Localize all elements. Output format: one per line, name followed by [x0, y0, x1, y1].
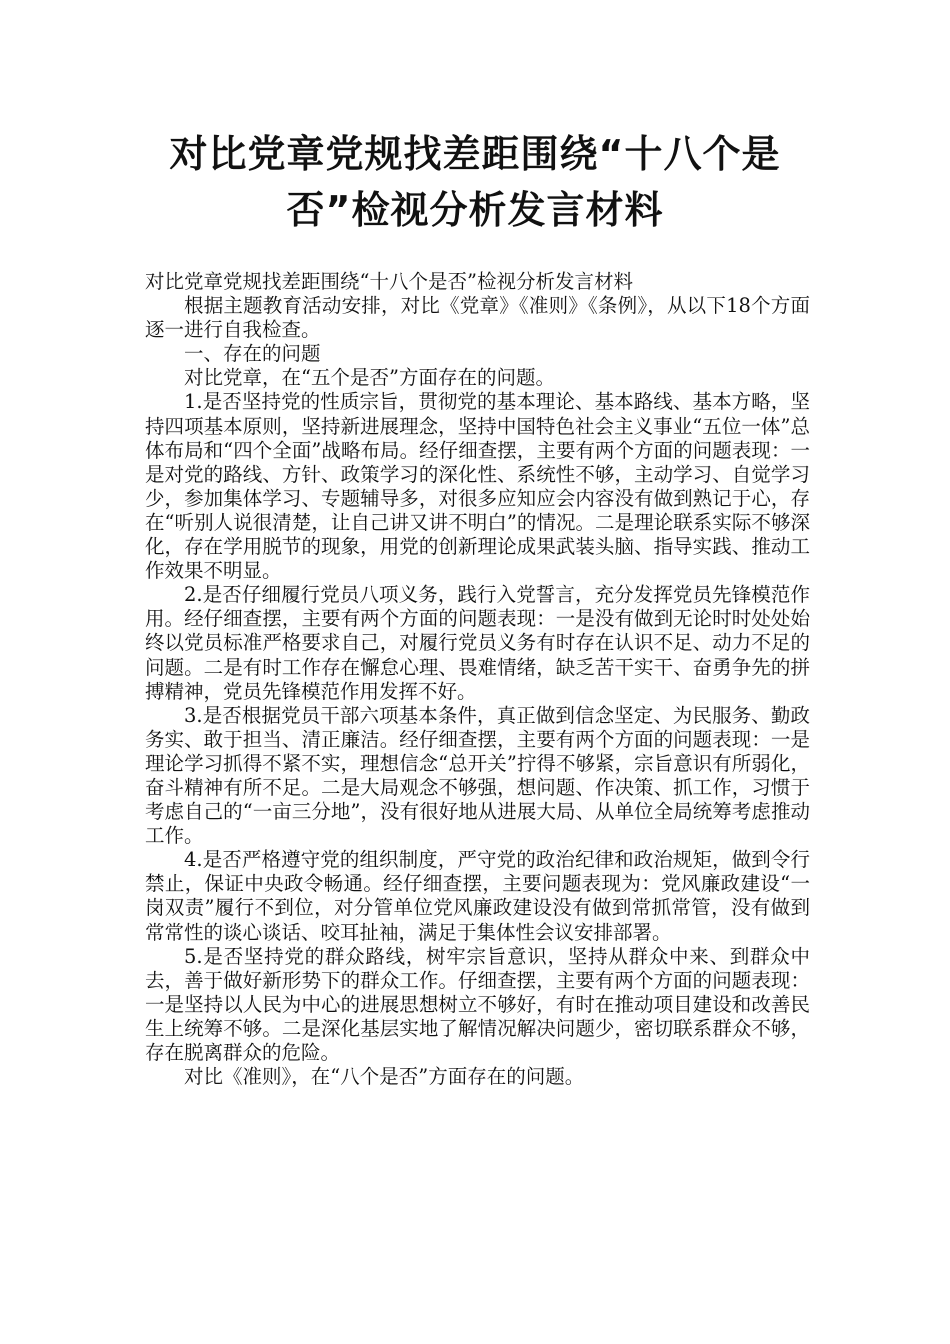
section-heading: 一、存在的问题 [184, 342, 321, 366]
title-line-2: 否”检视分析发言材料 [286, 188, 664, 232]
subsection-heading: 对比党章，在“五个是否”方面存在的问题。 [184, 366, 555, 390]
title-line-1: 对比党章党规找差距围绕“十八个是 [169, 132, 781, 176]
item-paragraph-4: 4.是否严格遵守党的组织制度，严守党的政治纪律和政治规矩，做到令行禁止，保证中央政令畅通。经仔细查摆，主要问题表现为：党风廉政建设“一岗双责”履行不到位，对分管单位党风廉政建设没有做到常抓常管，没有做到常常性的谈心谈话、咬耳扯袖，满足于集体性会议安排部署。 [145, 848, 810, 944]
intro-paragraph: 根据主题教育活动安排，对比《党章》《准则》《条例》，从以下18个方面逐一进行自我检查。 [145, 294, 810, 342]
item-paragraph-2: 2.是否仔细履行党员八项义务，践行入党誓言，充分发挥党员先锋模范作用。经仔细查摆，主要有两个方面的问题表现：一是没有做到无论时时处处始终以党员标准严格要求自己，对履行党员义务有时存在认识不足、动力不足的问题。二是有时工作存在懈怠心理、畏难情绪，缺乏苦干实干、奋勇争先的拼搏精神，党员先锋模范作用发挥不好。 [145, 583, 810, 703]
subsection-heading-2: 对比《准则》，在“八个是否”方面存在的问题。 [184, 1065, 585, 1089]
item-paragraph-5: 5.是否坚持党的群众路线，树牢宗旨意识，坚持从群众中来、到群众中去，善于做好新形势下的群众工作。仔细查摆，主要有两个方面的问题表现：一是坚持以人民为中心的进展思想树立不够好，有时在推动项目建设和改善民生上统筹不够。二是深化基层实地了解情况解决问题少，密切联系群众不够，存在脱离群众的危险。 [145, 944, 810, 1064]
document-body [145, 270, 810, 1089]
subtitle-paragraph: 对比党章党规找差距围绕“十八个是否”检视分析发言材料 [145, 270, 633, 293]
item-paragraph-1: 1.是否坚持党的性质宗旨，贯彻党的基本理论、基本路线、基本方略，坚持四项基本原则，坚持新进展理念，坚持中国特色社会主义事业“五位一体”总体布局和“四个全面”战略布局。经仔细查摆，主要有两个方面的问题表现：一是对党的路线、方针、政策学习的深化性、系统性不够，主动学习、自觉学习少，参加集体学习、专题辅导多，对很多应知应会内容没有做到熟记于心，存在“听别人说很清楚，让自己讲又讲不明白”的情况。二是理论联系实际不够深化，存在学用脱节的现象，用党的创新理论成果武装头脑、指导实践、推动工作效果不明显。 [145, 390, 810, 583]
item-paragraph-3: 3.是否根据党员干部六项基本条件，真正做到信念坚定、为民服务、勤政务实、敢于担当、清正廉洁。经仔细查摆，主要有两个方面的问题表现：一是理论学习抓得不紧不实，理想信念“总开关”拧得不够紧，宗旨意识有所弱化，奋斗精神有所不足。二是大局观念不够强，想问题、作决策、抓工作，习惯于考虑自己的“一亩三分地”，没有很好地从进展大局、从单位全局统筹考虑推动工作。 [145, 703, 810, 848]
document-title [120, 126, 830, 238]
